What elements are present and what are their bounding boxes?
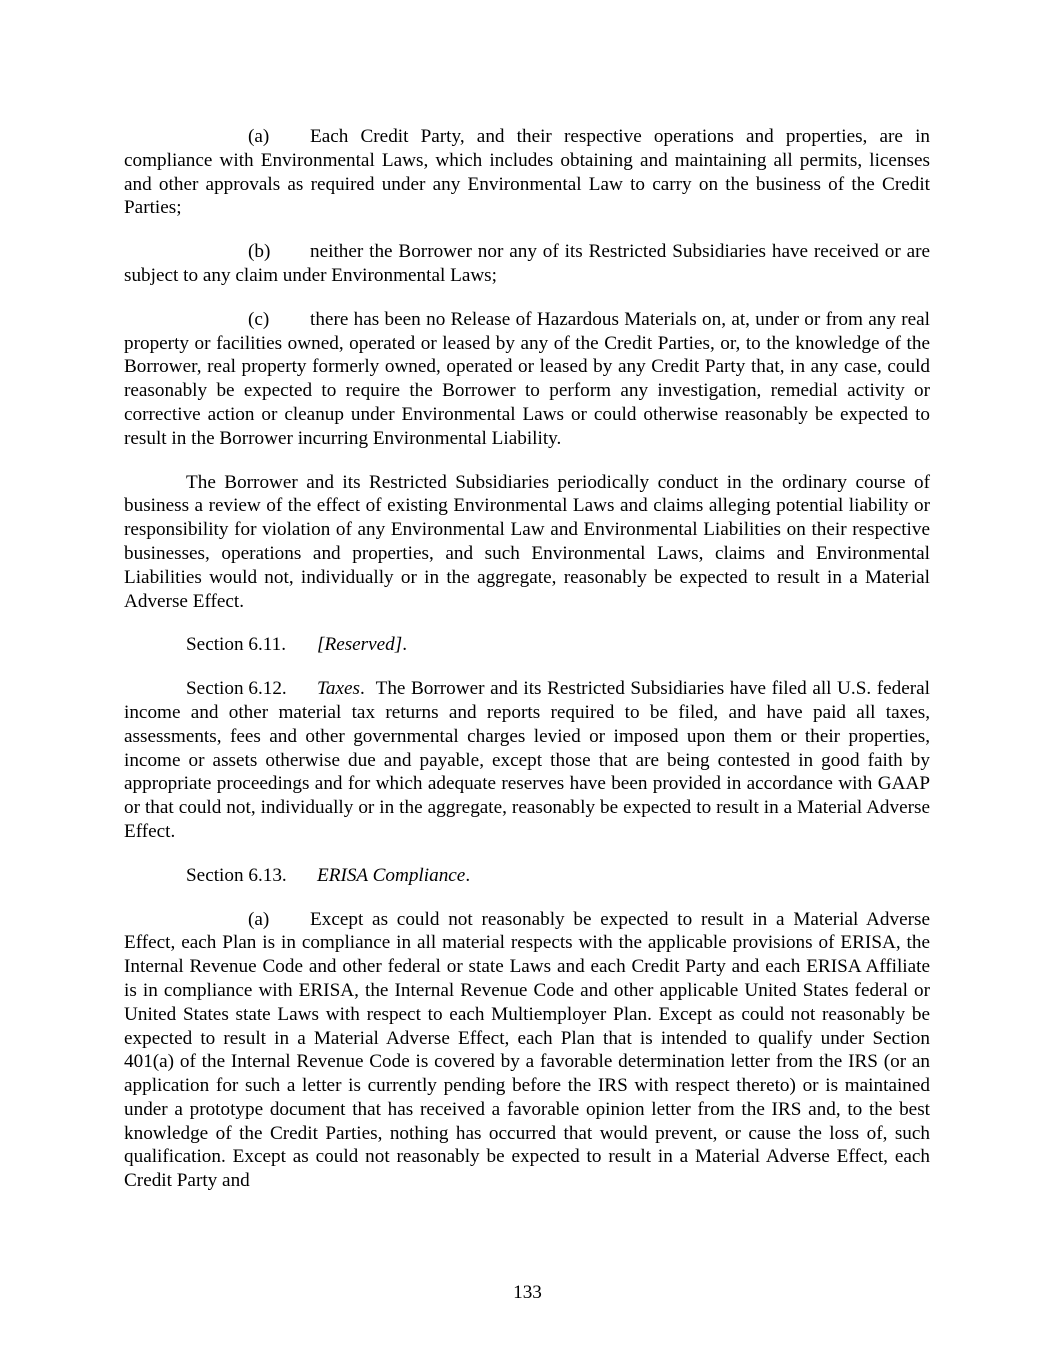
section-title: Taxes xyxy=(317,678,361,700)
clause-label: (a) xyxy=(248,126,270,147)
section-text: The Borrower and its Restricted Subsidiaries have filed all U.S. federal income and other material tax returns and reports required to be filed, and have paid all taxes, assessments, fees and other governmental charges levied or imposed upon them or their properties, income or assets otherwise due and payable, except those that are being contested in good faith by appropriate proceedings and for which adequate reserves have been provided in accordance with GAAP or that could not, individually or in the aggregate, reasonably be expected to result in a Material Adverse Effect. xyxy=(124,678,931,842)
section-title-suffix: . xyxy=(465,864,471,886)
document-body xyxy=(124,125,930,1213)
section-title-suffix: . xyxy=(402,634,408,656)
clause-label: (c) xyxy=(248,308,270,330)
clause-text: Except as could not reasonably be expected to result in a Material Adverse Effect, each Plan is in compliance in all material respects with the applicable provisions of ERISA, the Internal Revenue Code and other federal or state Laws and each Credit Party and each ERISA Affiliate is in compliance with ERISA, the Internal Revenue Code and other applicable United States federal or United States state Laws with respect to each Multiemployer Plan. Except as could not reasonably be expected to result in a Material Adverse Effect, each Plan that is intended to qualify under Section 401(a) of the Internal Revenue Code is covered by a favorable determination letter from the IRS (or an application for such a letter is currently pending before the IRS with respect thereto) or is maintained under a prototype document that has received a favorable opinion letter from the IRS and, to the best knowledge of the Credit Parties, nothing has occurred that would prevent, or cause the loss of, such qualification. Except as could not reasonably be expected to result in a Material Adverse Effect, each Credit Party and xyxy=(124,908,930,1192)
section-6-12-paragraph xyxy=(124,677,930,844)
clause-label: (b) xyxy=(248,241,271,263)
section-number: Section 6.13. xyxy=(186,864,287,886)
section-number: Section 6.11. xyxy=(186,634,287,656)
paragraph-env-a xyxy=(124,125,930,220)
section-6-11-heading xyxy=(124,633,930,657)
clause-text: Each Credit Party, and their respective operations and properties, are in compliance with Environmental Laws, which includes obtaining and maintaining all permits, licenses and other approvals as required under any Environmental Law to carry on the business of the Credit Parties; xyxy=(124,126,930,219)
section-6-13-a-paragraph xyxy=(124,908,930,1194)
section-title-suffix: . xyxy=(360,678,365,700)
paragraph-env-review: The Borrower and its Restricted Subsidiaries periodically conduct in the ordinary course of business a review of the effect of existing Environmental Laws and claims alleging potential liability or responsibility for violation of any Environmental Law and Environmental Liabilities on their respective businesses, operations and properties, and such Environmental Laws, claims and Environmental Liabilities would not, individually or in the aggregate, reasonably be expected to result in a Material Adverse Effect. xyxy=(124,471,930,612)
section-title: [Reserved] xyxy=(317,634,403,656)
section-6-13-heading xyxy=(124,864,930,888)
paragraph-env-b xyxy=(124,240,930,288)
section-number: Section 6.12. xyxy=(186,678,287,700)
page-number: 133 xyxy=(513,1282,542,1303)
clause-text: there has been no Release of Hazardous Materials on, at, under or from any real property or facilities owned, operated or leased by any of the Credit Parties, or, to the knowledge of the Borrower, real property formerly owned, operated or leased by any Credit Party that, in any case, could reasonably be expected to require the Borrower to perform any investigation, remedial activity or corrective action or cleanup under Environmental Laws or could otherwise reasonably be expected to result in the Borrower incurring Environmental Liability. xyxy=(124,308,930,449)
clause-text: neither the Borrower nor any of its Restricted Subsidiaries have received or are subject to any claim under Environmental Laws; xyxy=(124,241,930,286)
section-title: ERISA Compliance xyxy=(317,864,466,886)
paragraph-env-c xyxy=(124,308,930,451)
clause-label: (a) xyxy=(248,908,270,930)
